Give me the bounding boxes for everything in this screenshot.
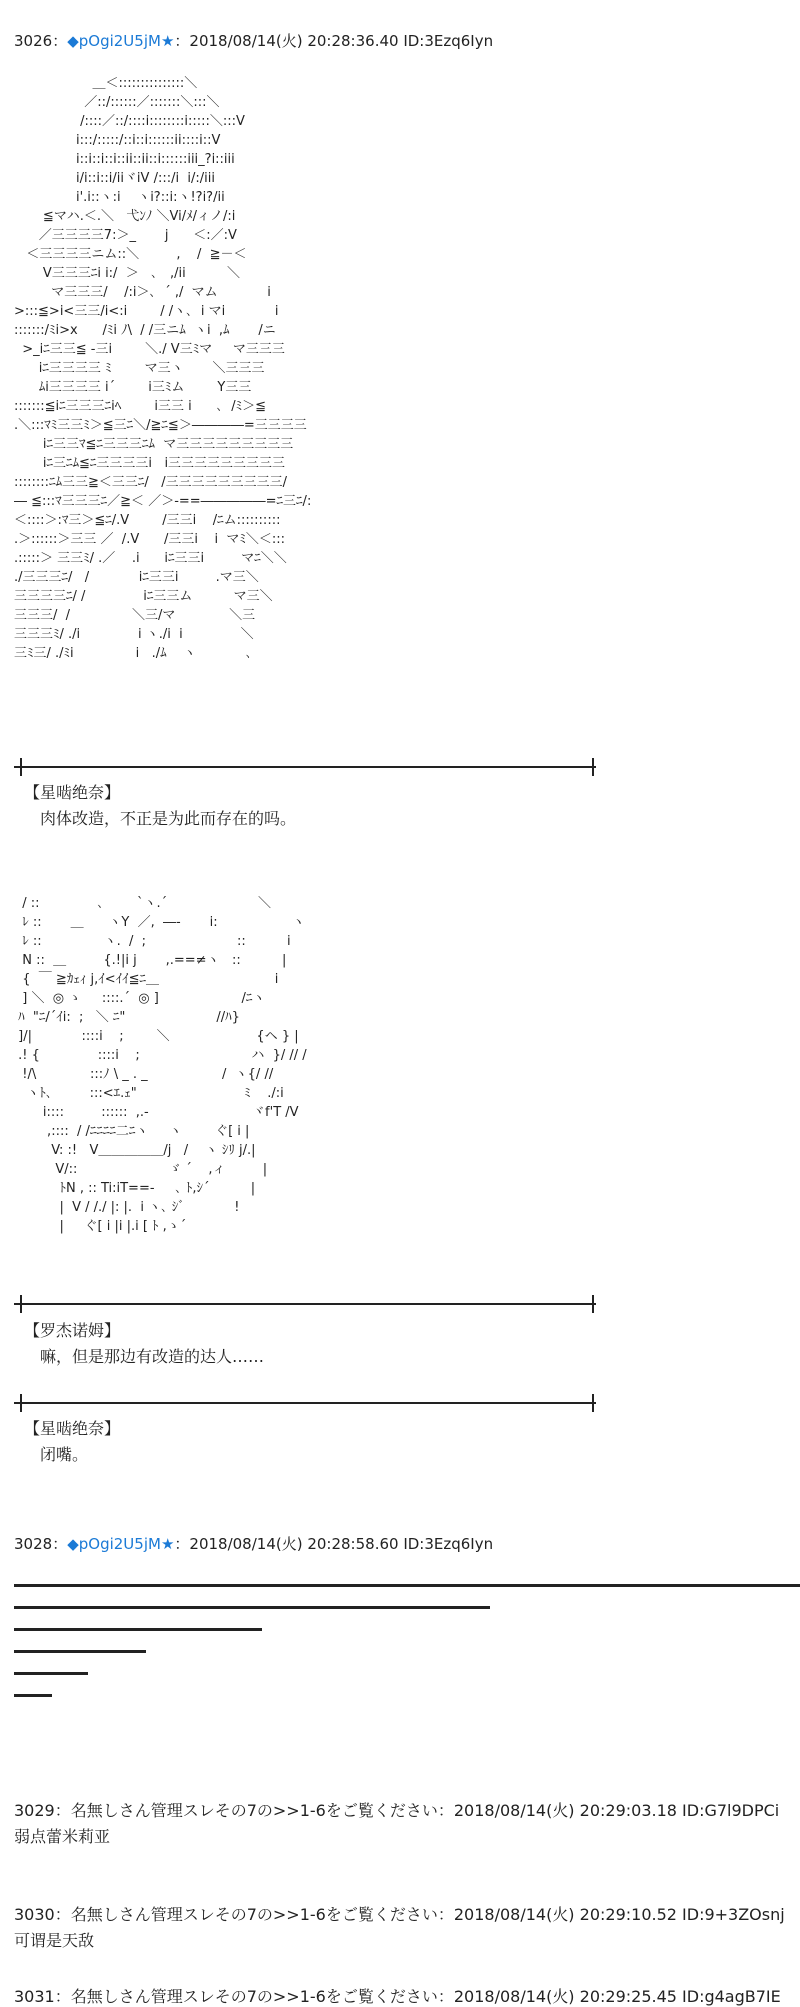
post-header-3030: 3030：名無しさん管理スレその7の>>1-6をご覧ください：2018/08/14(火) 20:29:10.52 ID:9+3ZOsnj xyxy=(14,1905,785,1924)
post-number: 3026 xyxy=(14,32,53,50)
divider-tick-left xyxy=(20,758,22,776)
post-body-3029: 弱点蕾米莉亚 xyxy=(14,1827,111,1846)
post-info: ：2018/08/14(火) 20:28:58.60 ID:3Ezq6Iyn xyxy=(174,1535,494,1553)
post-header-3028 xyxy=(14,1533,493,1554)
ascii-art-1: ＿＜:::::::::::::::＼ ／::/::::::／:::::::＼:::＼ /::::／::/::::i::::::::i:::::＼:::V i:::/:::::/::i::i::::::ii::::i::V i::i::i::i::ii::ii::i::::::iii_?i::iii i/i::i::i/iiヾiV /:::/i i/:/iii i'.i::ヽ:i ヽi?::i:ヽ!?i?/ii ≦マハ.＜.＼ 弋ﾝﾉ ＼Vi/ﾒ/ィノ/:i ／三三三三7:＞_ j ＜:／:V ＜三三三三ニム::＼ , / ≧－＜ V三三三ﾆi i:/ ＞ ､ ,/ii ＼ マ三三三/ /:i＞､ ´ ,/ マム i >:::≦>i<三三/i<:i / /ヽ､ i マi i :::::::/ﾐi>x /ﾐi ﾉ\ / /三ニﾑ ヽi ,ﾑ /ニ >_iﾆ三三≦ -三i ＼./ V三ﾐマ マ三三三 iﾆ三三三三 ﾐ マ三ヽ ＼三三三 ﾑi三三三三 i´ i三ﾐム Y三三 :::::::≦iﾆ三三三ﾆiﾍ i三三 i ､ /ﾐ＞≦ .＼:::ﾏﾐ三三ﾐ＞≦三ﾆ＼/≧ﾆ≦＞――――=三三三三 iﾆ三三ﾏ≦ﾆ三三三ﾆﾑ マ三三三三三三三三三 iﾆ三ﾆﾑ≦ﾆ三三三三i i三三三三三三三三三 ::::::::ﾆﾑ三三≧＜三三ﾆ/ /三三三三三三三三三/ ― ≦:::ﾏ三三三ﾆ／≧＜ ／＞-==―――――=ﾆ三ﾆ/: ＜::::＞:ﾏ三＞≦ﾆ/.V /三三i /ﾆム:::::::::: .＞::::::＞三三 ／ /.V /三三i i マﾐ＼＜::: .:::::＞ 三三ﾐ/ .／ .i iﾆ三三i マﾆ＼＼ ./三三三ﾆ/ / iﾆ三三i .マ三＼ 三三三三ﾆ/ / iﾆ三三ム マ三＼ 三三三/ / ＼三/マ ＼三 三三三ﾐ/ ./i i ヽ./i i ＼ 三ﾐ三/ ./ﾐi i ./ﾑ ヽ ､ xyxy=(14,76,312,661)
post-body-3030: 可谓是天敌 xyxy=(14,1931,95,1950)
speaker-name: 【星啮绝奈】 xyxy=(24,1419,121,1438)
star-icon: ★ xyxy=(160,1535,175,1553)
speech-line: 嘛，但是那边有改造的达人…… xyxy=(40,1347,265,1366)
diamond-icon: ◆ xyxy=(67,32,79,50)
horizontal-bar xyxy=(14,1672,88,1675)
dialogue-divider xyxy=(14,1402,596,1404)
post-number: 3028 xyxy=(14,1535,53,1553)
divider-tick-left xyxy=(20,1295,22,1313)
star-icon: ★ xyxy=(160,32,175,50)
speech-line: 闭嘴。 xyxy=(40,1445,89,1464)
divider-tick-right xyxy=(592,758,594,776)
post-header-3031: 3031：名無しさん管理スレその7の>>1-6をご覧ください：2018/08/14(火) 20:29:25.45 ID:g4agB7IE xyxy=(14,1987,781,2006)
speaker-name: 【罗杰诺姆】 xyxy=(24,1321,121,1340)
divider-tick-right xyxy=(592,1295,594,1313)
speech-line: 肉体改造，不正是为此而存在的吗。 xyxy=(40,809,297,828)
post-info: ：2018/08/14(火) 20:28:36.40 ID:3Ezq6Iyn xyxy=(174,32,494,50)
horizontal-bar xyxy=(14,1628,262,1631)
divider-tick-right xyxy=(592,1394,594,1412)
horizontal-bar xyxy=(14,1584,800,1587)
divider-tick-left xyxy=(20,1394,22,1412)
horizontal-bar xyxy=(14,1694,52,1697)
horizontal-bar xyxy=(14,1606,490,1609)
post-header-3026 xyxy=(14,30,493,51)
tripcode-link[interactable]: pOgi2U5jM xyxy=(78,32,161,50)
dialogue-divider xyxy=(14,1303,596,1305)
ascii-art-2: / :: ､ `ヽ.´ ＼ ﾚ :: ＿ ヽY ／, ―‐ i: ヽ ﾚ :: ヽ. / ; :: i N :: ＿ {.!|i j ,.==≠ヽ :: | { ￣ ≧ｶｪｨ j,ｲ<ｲｲ≦ﾆ＿ i ] ＼ ◎ ゝ ::::.´ ◎ ] /ﾆヽ ﾊ "ﾆ/´ｲi: ; ＼ ﾆ" //ﾊ} ]/| ::::i ; ＼ {ヘ } | .! { ::::i ; ハ }/ // / !/\ :::ﾉ \ _ . _ / ヽ{/ // ヽﾄ､ :::<ｴ.ｪ" ﾐ ./:i i:::: :::::: ,.- ヾf'T /V ,:::: / /ﾆﾆﾆﾆ二ﾆヽ ヽ ぐ[ i | V: :! V＿＿＿＿＿/j / ヽ ｼﾘ j/.| V/:: ゞ ´ ,ィ | ﾄN , :: Ti:iT==- ､ ﾄ,ｼ´ | | V / /./ |: |. i ヽ､ ｼﾞ ! | ぐ[ i |i |.i [ ﾄ ,ゝ´ xyxy=(18,896,307,1234)
horizontal-bar xyxy=(14,1650,146,1653)
post-header-3029: 3029：名無しさん管理スレその7の>>1-6をご覧ください：2018/08/14(火) 20:29:03.18 ID:G7l9DPCi xyxy=(14,1801,780,1820)
speaker-name: 【星啮绝奈】 xyxy=(24,783,121,802)
dialogue-divider xyxy=(14,766,596,768)
separator: ： xyxy=(52,32,68,50)
diamond-icon: ◆ xyxy=(67,1535,79,1553)
tripcode-link[interactable]: pOgi2U5jM xyxy=(78,1535,161,1553)
separator: ： xyxy=(52,1535,68,1553)
